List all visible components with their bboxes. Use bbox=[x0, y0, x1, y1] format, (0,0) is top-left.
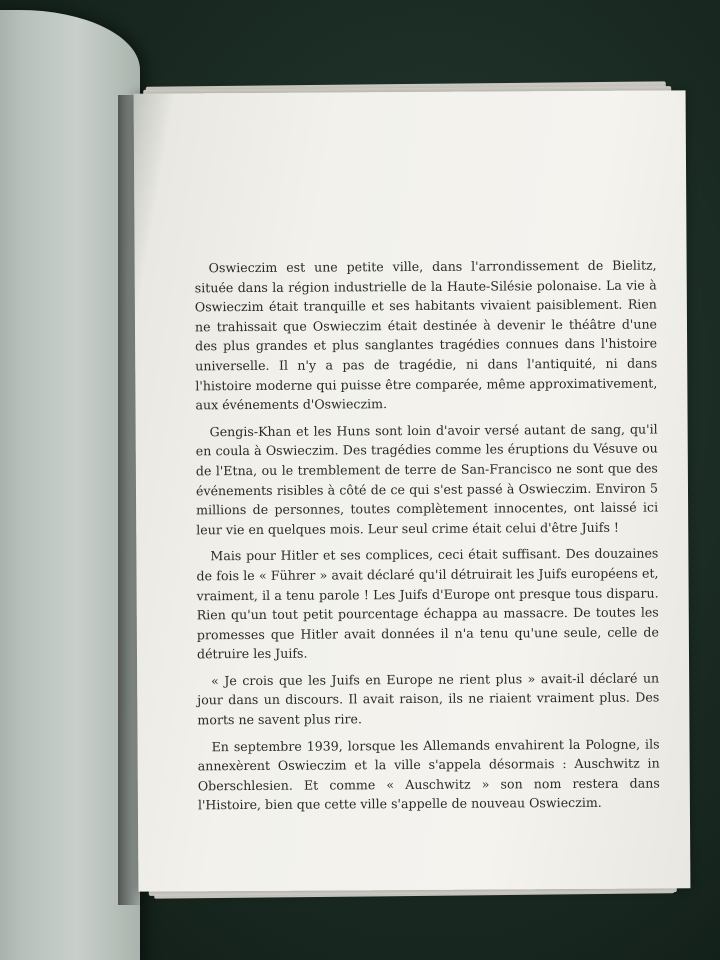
book-page bbox=[134, 90, 691, 891]
paragraph-4: « Je crois que les Juifs en Europe ne rient plus » avait-il déclaré un jour dans un discours. Il avait raison, ils ne riaient vraiment plus. Des morts ne savent plus rire. bbox=[197, 670, 660, 728]
page-text bbox=[195, 256, 660, 823]
paragraph-3: Mais pour Hitler et ses complices, ceci était suffisant. Des douzaines de fois le « Führer » avait déclaré qu'il détruirait les Juifs européens et, vraiment, il a tenu parole ! Les Juifs d'Europe ont presque tous disparu. Rien qu'un tout petit pourcentage échappa au massacre. De toutes les promesses que Hitler avait données il n'a tenu qu'une seule, celle de détruire les Juifs. bbox=[196, 545, 659, 662]
paragraph-2: Gengis-Khan et les Huns sont loin d'avoir versé autant de sang, qu'il en coula à Oswieczim. Des tragédies comme les éruptions du Vésuve ou de l'Etna, ou le tremblement de terre de San-Francisco ne sont que des événements risibles à côté de ce qui s'est passé à Oswieczim. Environ 5 millions de personnes, toutes complètement innocentes, ont laissé ici leur vie en quelques mois. Leur seul crime était celui d'être Juifs ! bbox=[195, 421, 659, 538]
paragraph-1: Oswieczim est une petite ville, dans l'arrondissement de Bielitz, située dans la région industrielle de la Haute-Silésie polonaise. La vie à Oswieczim était tranquille et ses habitants vivaient paisiblement. Rien ne trahissait que Oswieczim était destinée à devenir le théâtre d'une des plus grandes et plus sanglantes tragédies connues dans l'histoire universelle. Il n'y a pas de tragédie, ni dans l'antiquité, ni dans l'histoire moderne qui puisse être comparée, même approximativement, aux événements d'Oswieczim. bbox=[194, 257, 658, 413]
paragraph-5: En septembre 1939, lorsque les Allemands envahirent la Pologne, ils annexèrent Oswieczim et la ville s'appela désormais : Auschwitz in Oberschlesien. Et comme « Auschwitz » son nom restera dans l'Histoire, bien que cette ville s'appelle de nouveau Oswieczim. bbox=[197, 736, 660, 813]
